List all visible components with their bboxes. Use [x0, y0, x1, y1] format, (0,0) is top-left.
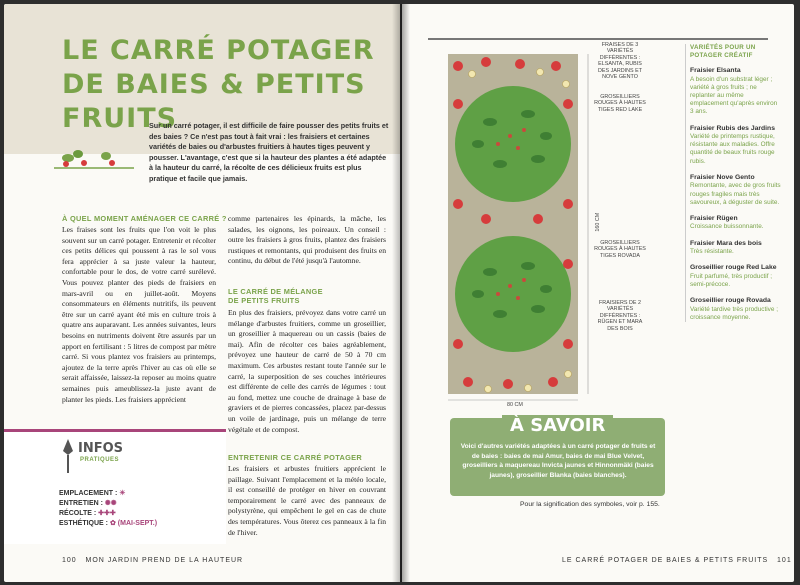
title-line-2: DE BAIES & PETITS FRUITS: [62, 69, 366, 134]
variety-name: Groseillier rouge Rovada: [690, 297, 771, 305]
variety-desc: Croissance buissonnante.: [690, 223, 764, 231]
infos-entretien-label: ENTRETIEN :: [59, 500, 103, 507]
intro-text: Sur un carré potager, il est difficile de faire pousser des petits fruits et des baies ? Ce n'est pas tout à fait vrai : les fraisiers et certaines variétés de baies ou d'arbustes fruitiers à hautes tiges peuvent y pousser. L'avantage, c'est que si la hauteur des plantes a été adaptée à la hauteur du carré, la récolte de ces délicieux fruits est plus pratique et facile que jamais.: [149, 121, 389, 183]
varieties-heading: VARIÉTÉS POUR UN POTAGER CRÉATIF: [690, 44, 756, 59]
varieties-sidebar: [685, 44, 781, 322]
variety-desc: Très résistante.: [690, 248, 734, 256]
section-text-when: Les fraises sont les fruits que l'on voit le plus souvent sur un carré potager. Entretenir et récolter ces petits délices qui poussent à ras le sol vous fera apprécier à sa juste valeur la hauteur, confortable pour le dos, de votre carré surélevé. Vous pouvez planter des pieds de fraisiers en mars-avril ou en juillet-août. Moyens consommateurs en éléments nutritifs, ils peuvent être sur un carré ayant été mis en culture trois à quatre ans auparavant. Les années suivantes, leurs besoins en nutriments doivent être assurés par un apport en fertilisant : 5 litres de compost par mètre carré. Si vous plantez vos fraisiers au printemps, ajoutez de la terre après l'hiver au cas où elle se serait affaissée, laissez-la reposer au moins quatre semaines puis ameublissez-la juste avant de planter les pieds. Les fraisiers apprécient: [62, 225, 216, 404]
variety-desc: Variété tardive très productive ; croissance moyenne.: [690, 305, 778, 321]
variety-name: Fraisier Rubis des Jardins: [690, 124, 775, 132]
a-savoir-text: Voici d'autres variétés adaptées à un carré potager de fruits et de baies : baies de mai Amur, baies de mai Blue Velvet, groseilliers à maquereau Invicta jaunes et Hinnonmäki (baies jaunes), groseillier Blanka (baies blanches).: [460, 443, 656, 479]
variety-name: Fraisier Nove Gento: [690, 173, 755, 181]
section-heading-when: À QUEL MOMENT AMÉNAGER CE CARRÉ ?: [62, 214, 227, 223]
variety-name: Groseillier rouge Red Lake: [690, 264, 777, 272]
variety-desc: Variété de printemps rustique, résistante aux maladies. Offre quantité de beaux fruits rouge rubis.: [690, 133, 775, 165]
label-red-lake: GROSEILLIERS ROUGES À HAUTES TIGES RED LAKE: [594, 94, 646, 113]
symbols-note: Pour la signification des symboles, voir p. 155.: [520, 501, 660, 508]
infos-emplacement-label: EMPLACEMENT :: [59, 490, 118, 497]
infos-recolte: [59, 509, 157, 519]
left-page: [4, 4, 400, 582]
variety-name: Fraisier Rügen: [690, 214, 738, 222]
variety-item: [690, 174, 781, 207]
variety-desc: Fruit parfumé, très productif ; semi-précoce.: [690, 272, 773, 289]
variety-item: [690, 125, 781, 166]
page-number-left: 100: [62, 557, 77, 564]
column2-text: comme partenaires les épinards, la mâche, les salades, les oignons, les poireaux. Un conseil : outre les fraisiers à gros fruits, plantez des fraisiers rustiques et remontants, qui produisent des fruits en continu, du début de l'été jusqu'à l'automne.: [228, 214, 386, 266]
variety-item: [690, 240, 781, 257]
variety-item: [690, 297, 781, 322]
strawberry-illustration: [54, 144, 134, 174]
section-heading-mix: [228, 287, 323, 305]
infos-emplacement: [59, 489, 157, 499]
section-heading-mix-line1: LE CARRÉ DE MÉLANGE: [228, 287, 323, 296]
trowel-icon: [62, 439, 74, 475]
variety-item: [690, 264, 781, 289]
top-rule: [428, 38, 768, 40]
dimension-width: 80 CM: [507, 402, 523, 408]
dimension-height: 160 CM: [595, 212, 602, 232]
running-head-left: MON JARDIN PREND DE LA HAUTEUR: [85, 557, 244, 564]
infos-esthetique-value: ✿ (MAI-SEPT.): [109, 520, 158, 527]
infos-entretien: [59, 499, 157, 509]
sun-icon: ☀: [119, 490, 126, 497]
section-heading-mix-line2: DE PETITS FRUITS: [228, 296, 300, 305]
book-gutter: [392, 4, 410, 582]
section-text-mix: En plus des fraisiers, prévoyez dans votre carré un mélange d'arbustes fruitiers, comme un groseillier, un groseillier à maquereau ou un cassis (baies de mai). Afin de récolter ces baies agréablement, prévoyez une hauteur de carré de 50 à 70 cm maximum. Ces arbustes restant toute l'année sur le carré, la superposition de ses couches intérieures est différente de celle des carrés de légumes : tout au fond, mettez une couche de drainage à base de graviers et de pierres concassées, placez par-dessus un voile de jardinage, puis un mélange de terre végétale et de compost.: [228, 308, 386, 434]
variety-desc: A besoin d'un substrat léger ; variété à gros fruits ; ne replanter au même emplacement qu'après environ 3 ans.: [690, 75, 778, 116]
variety-desc: Remontante, avec de gros fruits rouges fragiles mais très savoureux, à déguster de suite.: [690, 182, 781, 206]
infos-esthetique: [59, 519, 157, 529]
infos-recolte-label: RÉCOLTE :: [59, 510, 97, 517]
right-page: [402, 4, 794, 582]
gear-icon: ✺✺: [104, 500, 117, 507]
folio-left: [62, 557, 243, 564]
section-text-care: Les fraisiers et arbustes fruitiers apprécient le paillage. Suivant l'emplacement et la météo locale, il est conseillé de protéger en hiver en couvrant temporairement le carré avec des panneaux de polystyrène, qui empêchent le gel en cas de chute des températures. Vous ôterez ces panneaux à la fin de l'hiver.: [228, 464, 386, 537]
infos-recolte-value: ✚✚✚: [98, 510, 116, 517]
infos-esthetique-label: ESTHÉTIQUE :: [59, 520, 109, 527]
infos-title: INFOS: [78, 441, 124, 456]
section-heading-care: ENTRETENIR CE CARRÉ POTAGER: [228, 453, 363, 462]
variety-name: Fraisier Elsanta: [690, 67, 741, 74]
label-strawberries-2: FRAISIERS DE 2 VARIÉTÉS DIFFÉRENTES : RÜGEN ET MARA DES BOIS: [597, 300, 643, 332]
running-head-right: LE CARRÉ POTAGER DE BAIES & PETITS FRUITS: [562, 557, 769, 564]
folio-right: [562, 557, 792, 564]
a-savoir-title: À SAVOIR: [502, 415, 613, 436]
title-line-1: LE CARRÉ POTAGER: [62, 35, 375, 66]
variety-item: [690, 215, 781, 232]
page-number-right: 101: [777, 557, 792, 564]
label-rovada: GROSEILLIERS ROUGES À HAUTES TIGES ROVADA: [594, 240, 646, 259]
infos-rule: [4, 429, 226, 432]
infos-subtitle: PRATIQUES: [80, 457, 120, 463]
variety-item: [690, 67, 781, 117]
infos-list: [59, 489, 157, 529]
variety-name: Fraisier Mara des bois: [690, 239, 762, 247]
label-strawberries-3: FRAISES DE 3 VARIÉTÉS DIFFÉRENTES : ELSANTA, RUBIS DES JARDINS ET NOVE GENTO: [597, 42, 643, 81]
